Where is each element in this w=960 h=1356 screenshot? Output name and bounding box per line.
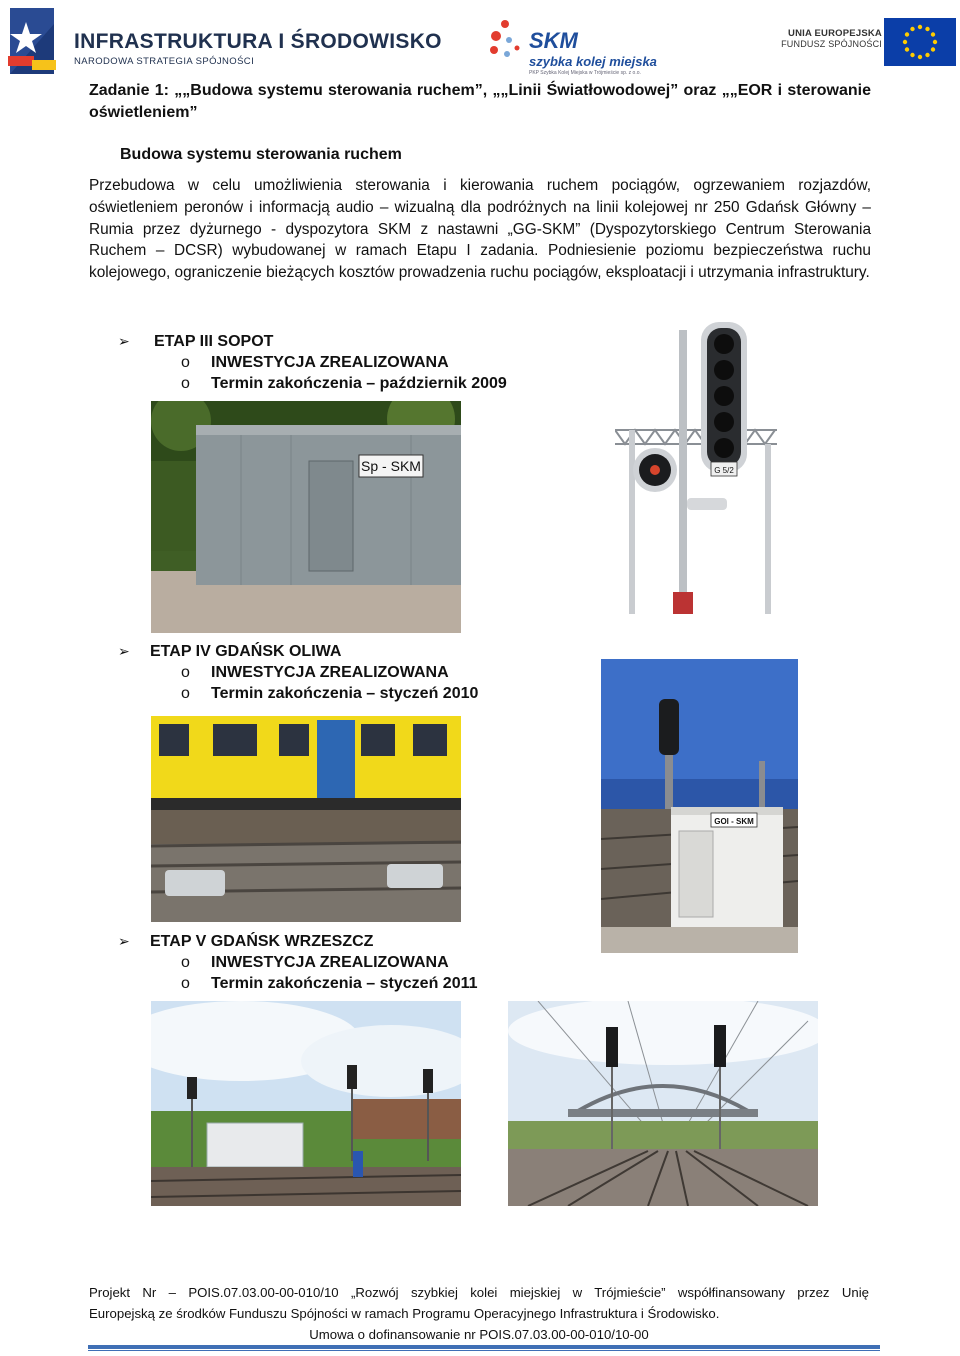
section-subheading: Budowa systemu sterowania ruchem bbox=[120, 146, 402, 163]
infrastruktura-star-icon bbox=[4, 4, 60, 78]
footer-contract-line: Umowa o dofinansowanie nr POIS.07.03.00-00-010/10-00 bbox=[309, 1327, 649, 1342]
arrow-bullet-icon: ➢ bbox=[118, 643, 130, 659]
infrastruktura-logo-subtitle: NARODOWA STRATEGIA SPÓJNOŚCI bbox=[74, 56, 255, 67]
intro-paragraph: Przebudowa w celu umożliwienia sterowania i kierowania ruchem pociągów, ogrzewaniem rozjazdów, oświetleniem peronów i informacją audio – wizualną dla podróżnych na linii kolejowej nr 250 Gdańsk Główny – Rumia przez dyżurnego - dyspozytora SKM z nastawni „GG-SKM” (Dyspozytorskiego Centrum Sterowania Ruchem – DCSR) wybudowanej w ramach Etapu I zadania. Podniesienie poziomu bezpieczeństwa ruchu kolejowego, ograniczenie bieżących kosztów prowadzenia ruchu pociągów, eksploatacji i utrzymania infrastruktury. bbox=[89, 177, 871, 282]
list-bullet: o bbox=[181, 954, 190, 971]
stage-wrzeszcz bbox=[118, 931, 538, 994]
footer-divider bbox=[88, 1345, 880, 1349]
eu-logo-text bbox=[770, 28, 882, 49]
stage-title: ETAP III SOPOT bbox=[154, 333, 274, 350]
list-bullet: o bbox=[181, 975, 190, 992]
photo-wrzeszcz-left bbox=[151, 1001, 461, 1206]
list-bullet: o bbox=[181, 375, 190, 392]
footer-fund-line: Europejską ze środków Funduszu Spójności w ramach Programu Operacyjnego Infrastruktura i Środowisko. bbox=[89, 1306, 720, 1321]
arrow-bullet-icon: ➢ bbox=[118, 933, 130, 949]
skm-logo-company: PKP Szybka Kolej Miejska w Trójmieście sp. z o.o. bbox=[529, 70, 641, 76]
photo-signal-mast bbox=[615, 322, 777, 614]
list-bullet: o bbox=[181, 354, 190, 371]
document-title bbox=[89, 80, 871, 124]
stage-status: INWESTYCJA ZREALIZOWANA bbox=[211, 954, 449, 971]
stage-status: INWESTYCJA ZREALIZOWANA bbox=[211, 354, 449, 371]
stage-status: INWESTYCJA ZREALIZOWANA bbox=[211, 664, 449, 681]
oliwa-container-label: GOl - SKM bbox=[714, 817, 754, 826]
footer-project-line: Projekt Nr – POIS.07.03.00-00-010/10 „Rozwój szybkiej kolei miejskiej w Trójmieście” współfinansowany przez Unię bbox=[89, 1285, 869, 1300]
infrastruktura-logo-title: INFRASTRUKTURA I ŚRODOWISKO bbox=[74, 30, 442, 53]
stage-deadline: Termin zakończenia – październik 2009 bbox=[211, 375, 507, 392]
document-title-line2: oświetleniem” bbox=[89, 104, 198, 121]
list-bullet: o bbox=[181, 664, 190, 681]
eu-union-label: UNIA EUROPEJSKA bbox=[788, 28, 882, 39]
skm-logo-subtitle: szybka kolej miejska bbox=[529, 54, 657, 69]
stage-sopot bbox=[118, 331, 538, 394]
stage-title: ETAP IV GDAŃSK OLIWA bbox=[150, 643, 342, 660]
infrastruktura-logo bbox=[4, 4, 442, 80]
footer-divider-thin bbox=[88, 1350, 880, 1351]
sopot-container-label: Sp - SKM bbox=[361, 458, 421, 474]
eu-flag-icon bbox=[884, 18, 956, 66]
signal-plate-label: G 5/2 bbox=[714, 466, 734, 475]
photo-wrzeszcz-right bbox=[508, 1001, 818, 1206]
list-bullet: o bbox=[181, 685, 190, 702]
page-footer bbox=[89, 1282, 869, 1345]
skm-dots-icon bbox=[487, 18, 523, 66]
document-title-line1: Zadanie 1: „„Budowa systemu sterowania ruchem”, „„Linii Światłowodowej” oraz „„EOR i sterowanie bbox=[89, 82, 871, 99]
photo-oliwa-container bbox=[601, 659, 798, 953]
stage-deadline: Termin zakończenia – styczeń 2011 bbox=[211, 975, 478, 992]
arrow-bullet-icon: ➢ bbox=[118, 333, 130, 349]
skm-logo bbox=[487, 14, 697, 76]
stage-oliwa bbox=[118, 641, 538, 704]
stage-deadline: Termin zakończenia – styczeń 2010 bbox=[211, 685, 479, 702]
eu-fund-label: FUNDUSZ SPÓJNOŚCI bbox=[781, 39, 882, 49]
photo-sopot-container bbox=[151, 401, 461, 633]
skm-logo-title: SKM bbox=[529, 28, 578, 53]
photo-oliwa-train bbox=[151, 716, 461, 922]
stage-title: ETAP V GDAŃSK WRZESZCZ bbox=[150, 933, 374, 950]
